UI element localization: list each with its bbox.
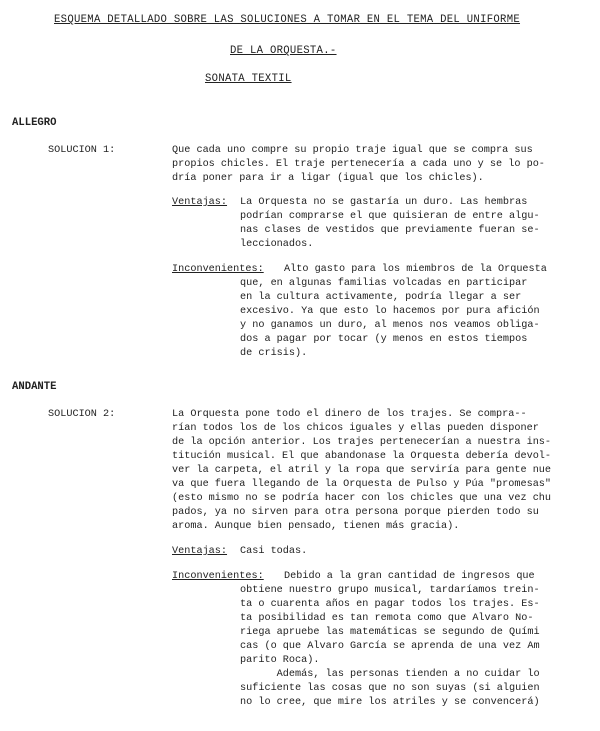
text-line: ta posibilidad es tan remota como que Alvaro No- bbox=[240, 613, 534, 624]
text-line: parito Roca). bbox=[240, 655, 320, 666]
text-line: Que cada uno compre su propio traje igual que se compra sus bbox=[172, 145, 533, 156]
document-title-line-1: ESQUEMA DETALLADO SOBRE LAS SOLUCIONES A TOMAR EN EL TEMA DEL UNIFORME bbox=[54, 14, 521, 26]
text-line: ver la carpeta, el atril y la ropa que serviría para gente nue bbox=[172, 465, 552, 476]
text-line: podrían comprarse el que quisieran de entre algu- bbox=[240, 211, 540, 222]
movement-heading-allegro: ALLEGRO bbox=[12, 117, 57, 129]
document-title-line-2: DE LA ORQUESTA.- bbox=[230, 45, 337, 57]
inconvenientes-label-1: Inconvenientes: bbox=[172, 264, 264, 275]
solution-label-1: SOLUCION 1: bbox=[48, 145, 116, 156]
text-line: no lo cree, que mire los atriles y se convencerá) bbox=[240, 697, 540, 708]
text-line: va que fuera llegando de la Orquesta de Pulso y Púa "promesas" bbox=[172, 479, 552, 490]
text-line: rían todos los de los chicos iguales y ellas pueden disponer bbox=[172, 423, 539, 434]
text-line: excesivo. Ya que esto lo hacemos por pura afición bbox=[240, 306, 540, 317]
text-line: Debido a la gran cantidad de ingresos que bbox=[284, 571, 535, 582]
text-line: riega apruebe las matemáticas se segundo de Quími bbox=[240, 627, 540, 638]
text-line: aroma. Aunque bien pensado, tienen más gracia). bbox=[172, 521, 460, 532]
text-line: leccionados. bbox=[240, 239, 314, 250]
text-line: La Orquesta pone todo el dinero de los trajes. Se compra-- bbox=[172, 409, 527, 420]
inconvenientes-label-2: Inconvenientes: bbox=[172, 571, 264, 582]
text-line: dos a pagar por tocar (y menos en estos tiempos bbox=[240, 334, 528, 345]
text-line: pados, ya no sirven para otra persona porque pierden todo su bbox=[172, 507, 539, 518]
text-line: en la cultura activamente, podría llegar a ser bbox=[240, 292, 522, 303]
text-line: propios chicles. El traje pertenecería a cada uno y se lo po- bbox=[172, 159, 545, 170]
text-line: obtiene nuestro grupo musical, tardaríamos trein- bbox=[240, 585, 540, 596]
document-subtitle: SONATA TEXTIL bbox=[205, 73, 292, 85]
ventajas-label-1: Ventajas: bbox=[172, 197, 228, 208]
solution-label-2: SOLUCION 2: bbox=[48, 409, 116, 420]
text-line: ta o cuarenta años en pagar todos los trajes. Es- bbox=[240, 599, 540, 610]
text-line: dría poner para ir a ligar (igual que los chicles). bbox=[172, 173, 484, 184]
text-line: titución musical. El que abandonase la Orquesta debería devol- bbox=[172, 451, 552, 462]
text-line: que, en algunas familias volcadas en participar bbox=[240, 278, 528, 289]
text-line: y no ganamos un duro, al menos nos veamos obliga- bbox=[240, 320, 540, 331]
text-line: de la opción anterior. Los trajes pertenecerían a nuestra ins- bbox=[172, 437, 552, 448]
text-line: La Orquesta no se gastaría un duro. Las hembras bbox=[240, 197, 528, 208]
ventajas-label-2: Ventajas: bbox=[172, 546, 228, 557]
text-line: Además, las personas tienden a no cuidar lo bbox=[240, 669, 540, 680]
movement-heading-andante: ANDANTE bbox=[12, 381, 57, 393]
text-line: nas clases de vestidos que previamente fueran se- bbox=[240, 225, 540, 236]
ventajas-2-text: Casi todas. bbox=[240, 546, 308, 557]
text-line: de crisis). bbox=[240, 348, 308, 359]
text-line: Alto gasto para los miembros de la Orquesta bbox=[284, 264, 547, 275]
text-line: cas (o que Alvaro García se aprenda de una vez Am bbox=[240, 641, 540, 652]
text-line: (esto mismo no se podría hacer con los chicles que una vez chu bbox=[172, 493, 552, 504]
text-line: suficiente las cosas que no son suyas (si alguien bbox=[240, 683, 540, 694]
